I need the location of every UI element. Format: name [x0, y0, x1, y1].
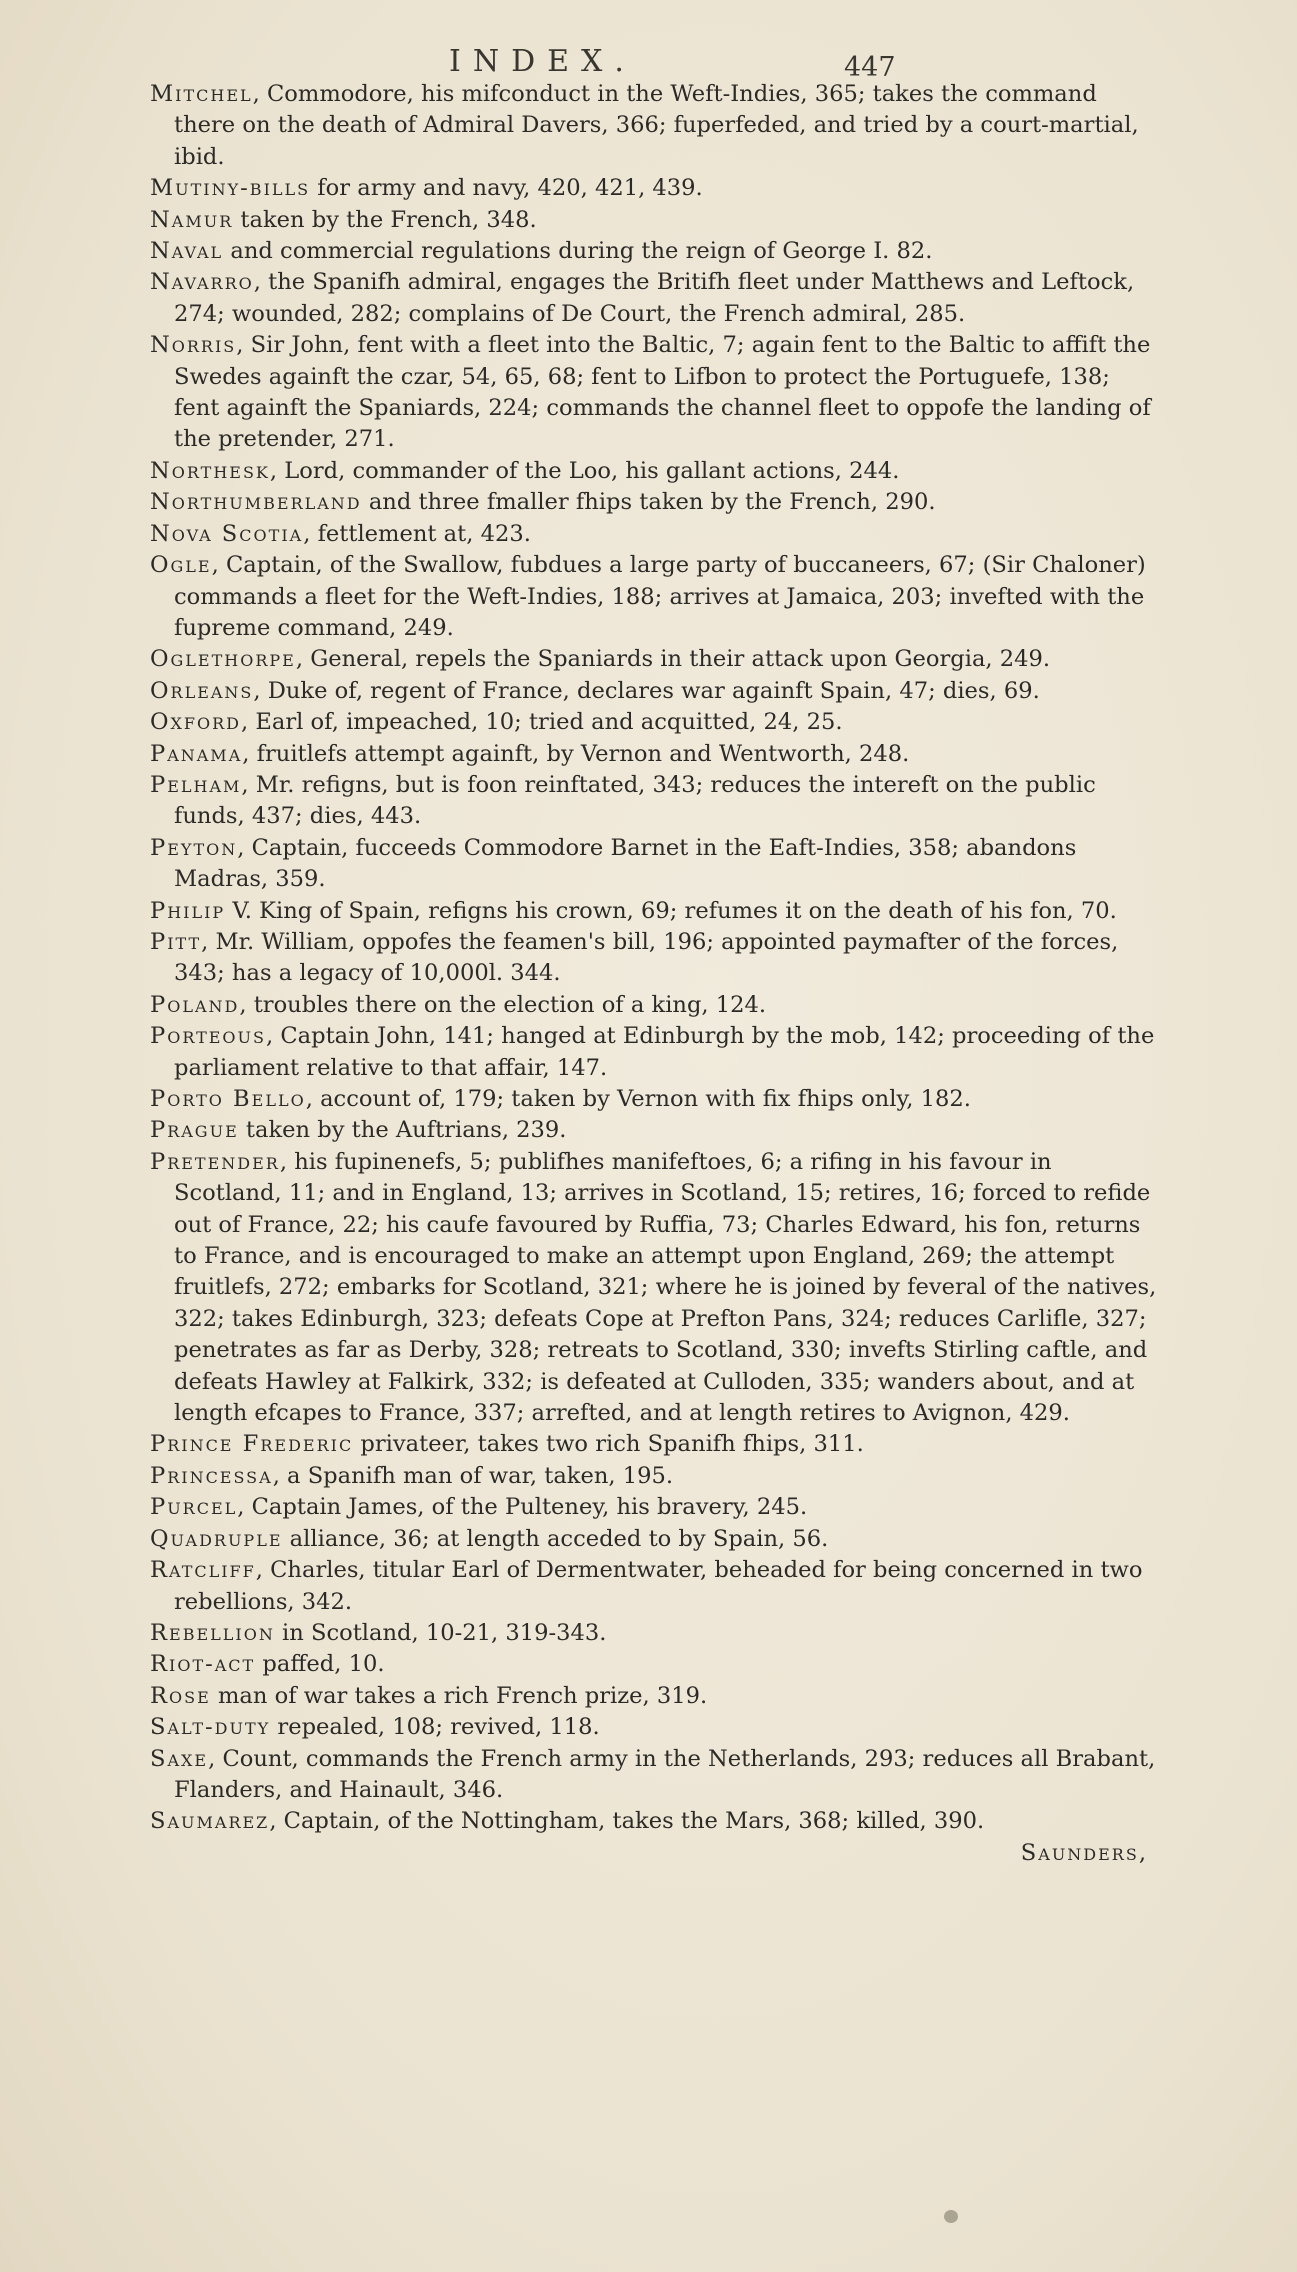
- index-entry: [150, 79, 1160, 173]
- index-entry: [150, 487, 1160, 518]
- entry-text: taken by the Auftrians, 239.: [238, 1117, 567, 1144]
- entry-text: , General, repels the Spaniards in their attack upon Georgia, 249.: [295, 646, 1051, 673]
- entry-heading: Rebellion: [150, 1619, 275, 1646]
- index-entry: [150, 1147, 1160, 1430]
- entry-heading: Ratcliff: [150, 1557, 256, 1584]
- entry-heading: Saxe: [150, 1745, 209, 1772]
- entry-text: , Earl of, impeached, 10; tried and acquitted, 24, 25.: [241, 709, 843, 736]
- entry-text: paffed, 10.: [255, 1651, 385, 1678]
- entry-heading: Prague: [150, 1117, 239, 1144]
- entry-heading: Purcel: [150, 1494, 238, 1521]
- page-header: [0, 44, 1297, 84]
- index-entry: [150, 1649, 1160, 1680]
- index-entry: [150, 330, 1160, 456]
- index-entry: [150, 1084, 1160, 1115]
- entry-heading: Mutiny-bills: [150, 175, 311, 202]
- entry-text: in Scotland, 10-21, 319-343.: [274, 1619, 607, 1646]
- entry-text: , fettlement at, 423.: [303, 520, 531, 547]
- entry-heading: Nova Scotia: [150, 520, 304, 547]
- entry-heading: Peyton: [150, 834, 238, 861]
- index-entry: [150, 1806, 1160, 1837]
- entry-heading: Northesk: [150, 457, 270, 484]
- entry-heading: Pelham: [150, 771, 242, 798]
- index-entry: [150, 1712, 1160, 1743]
- entry-text: , Mr. William, oppofes the feamen's bill, 196; appointed paymafter of the forces, 343; has a legacy of 10,000l. 344.: [174, 928, 1119, 987]
- entry-text: , Lord, commander of the Loo, his gallant actions, 244.: [269, 457, 900, 484]
- entry-heading: Princessa: [150, 1462, 273, 1489]
- index-entry: [150, 173, 1160, 204]
- index-entries: [150, 79, 1160, 1869]
- entry-heading: Orleans: [150, 677, 254, 704]
- entry-text: for army and navy, 420, 421, 439.: [310, 175, 703, 202]
- entry-text: , Captain, fucceeds Commodore Barnet in the Eaft-Indies, 358; abandons Madras, 359.: [174, 834, 1077, 893]
- ink-blot: [944, 2210, 958, 2223]
- index-entry: [150, 927, 1160, 990]
- entry-text: , troubles there on the election of a king, 124.: [239, 991, 767, 1018]
- index-entry: [150, 676, 1160, 707]
- index-entry: [150, 739, 1160, 770]
- entry-heading: Panama: [150, 740, 243, 767]
- index-entry: [150, 236, 1160, 267]
- entry-heading: Namur: [150, 206, 234, 233]
- entry-text: taken by the French, 348.: [233, 206, 537, 233]
- entry-heading: Pitt: [150, 928, 202, 955]
- index-entry: [150, 1021, 1160, 1084]
- index-entry: [150, 456, 1160, 487]
- entry-text: , Captain James, of the Pulteney, his bravery, 245.: [237, 1494, 808, 1521]
- index-entry: [150, 519, 1160, 550]
- entry-heading: Pretender: [150, 1148, 280, 1175]
- entry-text: , Mr. refigns, but is foon reinftated, 343; reduces the intereft on the public funds, 437; dies, 443.: [174, 771, 1096, 830]
- entry-text: , a Spanifh man of war, taken, 195.: [272, 1462, 674, 1489]
- entry-heading: Northumberland: [150, 489, 362, 516]
- entry-text: V. King of Spain, refigns his crown, 69; refumes it on the death of his fon, 70.: [225, 897, 1117, 924]
- entry-text: and three fmaller fhips taken by the French, 290.: [361, 489, 936, 516]
- running-title: INDEX.: [449, 44, 636, 79]
- entry-heading: Navarro: [150, 269, 254, 296]
- entry-heading: Oxford: [150, 709, 242, 736]
- index-entry: [150, 1524, 1160, 1555]
- entry-text: repealed, 108; revived, 118.: [270, 1714, 600, 1741]
- entry-heading: Porto Bello: [150, 1086, 306, 1112]
- entry-text: , his fupinenefs, 5; publifhes manifeftoes, 6; a rifing in his favour in Scotland, 11; and in England, 13; arrives in Scotland, 15; retires, 16; forced to refide out of France, 22; his caufe favoured by Ruffia, 73; Charles Edward, his fon, returns to France, and is encouraged to make an attempt upon England, 269; the attempt fruitlefs, 272; embarks for Scotland, 321; where he is joined by feveral of the natives, 322; takes Edinburgh, 323; defeats Cope at Prefton Pans, 324; reduces Carlifle, 327; penetrates as far as Derby, 328; retreats to Scotland, 330; invefts Stirling caftle, and defeats Hawley at Falkirk, 332; is defeated at Culloden, 335; wanders about, and at length efcapes to France, 337; arrefted, and at length retires to Avignon, 429.: [174, 1148, 1157, 1427]
- entry-text: privateer, takes two rich Spanifh fhips, 311.: [353, 1431, 864, 1458]
- entry-text: , account of, 179; taken by Vernon with fix fhips only, 182.: [305, 1086, 971, 1112]
- entry-heading: Quadruple: [150, 1525, 283, 1552]
- entry-heading: Salt-duty: [150, 1714, 271, 1741]
- entry-heading: Norris: [150, 332, 237, 359]
- index-entry: [150, 896, 1160, 927]
- entry-text: , the Spanifh admiral, engages the Britifh fleet under Matthews and Leftock, 274; wounded, 282; complains of De Court, the French admiral, 285.: [174, 269, 1135, 327]
- entry-heading: Oglethorpe: [150, 646, 296, 673]
- index-entry: [150, 267, 1160, 330]
- index-entry: [150, 833, 1160, 896]
- entry-heading: Prince Frederic: [150, 1431, 354, 1458]
- index-entry: [150, 1492, 1160, 1523]
- entry-text: and commercial regulations during the reign of George I. 82.: [223, 238, 933, 265]
- index-entry: [150, 770, 1160, 833]
- entry-text: , Captain, of the Nottingham, takes the Mars, 368; killed, 390.: [269, 1808, 985, 1835]
- entry-heading: Riot-act: [150, 1651, 256, 1678]
- index-entry: [150, 990, 1160, 1021]
- entry-text: alliance, 36; at length acceded to by Spain, 56.: [282, 1525, 829, 1552]
- entry-text: , Sir John, fent with a fleet into the Baltic, 7; again fent to the Baltic to affift the Swedes againft the czar, 54, 65, 68; fent to Lifbon to protect the Portuguefe, 138; fent againft the Spaniards, 224; commands the channel fleet to oppofe the landing of the pretender, 271.: [174, 332, 1151, 453]
- index-entry: [150, 1115, 1160, 1146]
- index-entry: [150, 644, 1160, 675]
- index-entry: [150, 205, 1160, 236]
- page-number: 447: [844, 52, 896, 83]
- entry-heading: Mitchel: [150, 81, 253, 107]
- index-entry: [150, 550, 1160, 644]
- entry-heading: Porteous: [150, 1023, 266, 1050]
- index-entry: [150, 1681, 1160, 1712]
- index-entry: [150, 1429, 1160, 1460]
- entry-text: , Captain, of the Swallow, fubdues a large party of buccaneers, 67; (Sir Chaloner) commands a fleet for the Weft-Indies, 188; arrives at Jamaica, 203; invefted with the fupreme command, 249.: [174, 552, 1146, 641]
- index-entry: [150, 707, 1160, 738]
- index-entry: [150, 1744, 1160, 1807]
- entry-heading: Naval: [150, 238, 224, 265]
- index-entry: [150, 1555, 1160, 1618]
- entry-text: , Charles, titular Earl of Dermentwater, beheaded for being concerned in two rebellions, 342.: [174, 1557, 1143, 1615]
- entry-text: , Count, commands the French army in the Netherlands, 293; reduces all Brabant, Flanders, and Hainault, 346.: [174, 1745, 1156, 1803]
- entry-text: , Captain John, 141; hanged at Edinburgh by the mob, 142; proceeding of the parliament relative to that affair, 147.: [174, 1023, 1155, 1081]
- entry-heading: Poland: [150, 991, 240, 1018]
- entry-heading: Philip: [150, 897, 226, 924]
- entry-text: , fruitlefs attempt againft, by Vernon and Wentworth, 248.: [242, 740, 910, 767]
- catchword: Saunders,: [1020, 1839, 1148, 1866]
- entry-heading: Rose: [150, 1682, 211, 1709]
- index-entry: [150, 1618, 1160, 1649]
- entry-heading: Saumarez: [150, 1808, 270, 1835]
- entry-text: , Commodore, his mifconduct in the Weft-Indies, 365; takes the command there on the death of Admiral Davers, 366; fuperfeded, and tried by a court-martial, ibid.: [174, 81, 1139, 170]
- index-entry: [150, 1461, 1160, 1492]
- entry-text: , Duke of, regent of France, declares war againft Spain, 47; dies, 69.: [253, 677, 1040, 704]
- entry-heading: Ogle: [150, 552, 212, 579]
- entry-text: man of war takes a rich French prize, 319.: [210, 1682, 708, 1709]
